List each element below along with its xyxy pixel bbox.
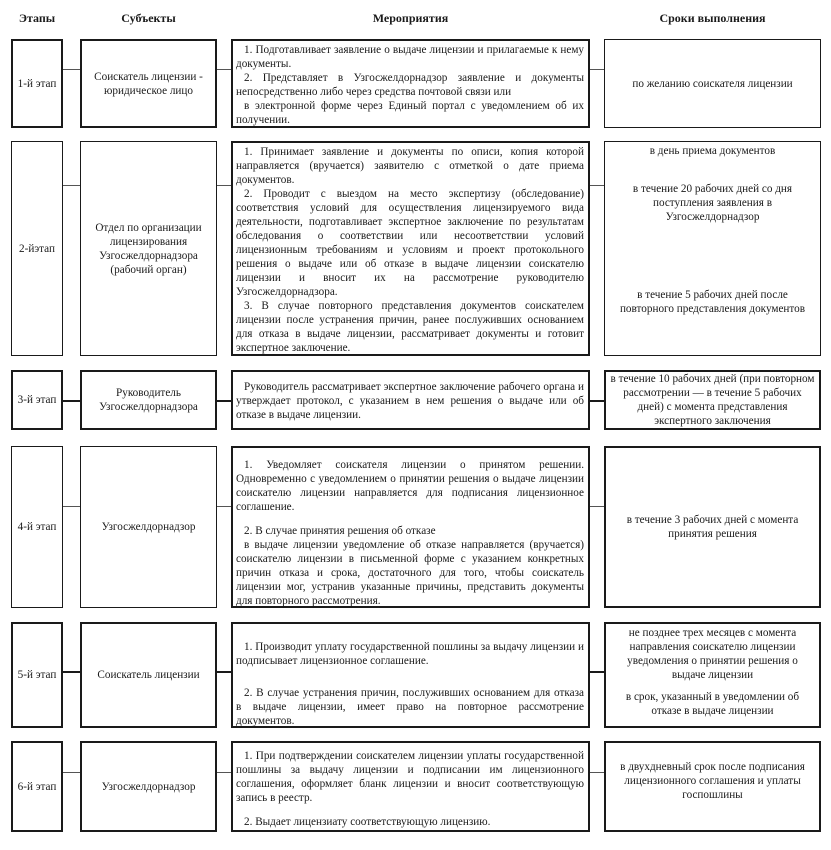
- connector-line: [590, 506, 604, 507]
- action-item: 2. Представляет в Узгосжелдорнадзор заявление и документы непосредственно либо через средства почтовой связи или: [236, 72, 584, 98]
- deadline-item: в двухдневный срок после подписания лицензионного соглашения и уплаты госпошлины: [620, 760, 805, 801]
- action-item: 1. Уведомляет соискателя лицензии о принятом решении. Одновременно с уведомлением о принятии решения о выдаче лицензии соискателю лицензии направляется для подписания лицензионное соглашение.: [236, 459, 584, 513]
- stage-box: [11, 370, 63, 430]
- deadline-item: в течение 5 рабочих дней после повторного представления документов: [619, 289, 806, 315]
- deadline-box: [604, 741, 821, 832]
- connector-line: [217, 185, 231, 186]
- deadline-item: в срок, указанный в уведомлении об отказе в выдаче лицензии: [625, 691, 800, 717]
- action-item: 2. Выдает лицензиату соответствующую лицензию.: [244, 816, 491, 828]
- action-item: 2. В случае устранения причин, послуживших основанием для отказа в выдаче лицензии, имеет право на повторное рассмотрение документов.: [236, 687, 584, 727]
- connector-line: [63, 400, 80, 402]
- actions-box: [231, 446, 590, 608]
- deadline-box: [604, 39, 821, 128]
- stage-label: 4-й этап: [17, 521, 57, 533]
- actions-box: [231, 370, 590, 430]
- connector-line: [217, 506, 231, 507]
- action-item: 2. Проводит с выездом на место экспертизу (обследование) соответствия условий для осуществления лицензируемого вида деятельности, подготавливает экспертное заключение по результатам обследования о соответствии или несоответствии условий лицензионным требованиям и условиям и проект протокольного решения о выдаче или об отказе в выдаче лицензии соискателю лицензии и вносит их на рассмотрение руководителю Узгосжелдорнадзора.: [236, 188, 584, 298]
- subject-box: [80, 39, 217, 128]
- header-actions: Мероприятия: [372, 11, 449, 25]
- actions-box: [231, 141, 590, 356]
- action-item: 1. При подтверждении соискателем лицензии уплаты государственной пошлины за выдачу лицензии и подписании им лицензионного соглашения, оформляет бланк лицензии и вносит соответствующую запись в реестр.: [236, 750, 584, 804]
- header-deadlines: Сроки выполнения: [659, 11, 766, 25]
- subject-label: Узгосжелдорнадзор: [101, 521, 196, 533]
- action-item: 2. В случае принятия решения об отказе: [244, 525, 436, 537]
- subject-box: [80, 741, 217, 832]
- action-item: 1. Производит уплату государственной пошлины за выдачу лицензии и подписывает лицензионное соглашение.: [236, 641, 584, 667]
- deadline-item: в течение 3 рабочих дней с момента принятия решения: [626, 514, 799, 540]
- connector-line: [590, 185, 604, 186]
- subject-box: [80, 446, 217, 608]
- connector-line: [217, 69, 231, 70]
- subject-label: Узгосжелдорнадзор: [101, 780, 196, 793]
- subject-box: [80, 622, 217, 728]
- deadline-item: не позднее трех месяцев с момента направления соискателю лицензии уведомления о принятии решения о выдаче лицензии: [627, 627, 798, 681]
- stage-box: [11, 741, 63, 832]
- stage-label: 3-й этап: [17, 394, 57, 406]
- subject-box: [80, 370, 217, 430]
- stage-label: 2-йэтап: [19, 242, 55, 255]
- actions-box: [231, 39, 590, 128]
- deadline-box: [604, 622, 821, 728]
- connector-line: [590, 400, 604, 402]
- connector-line: [590, 69, 604, 70]
- actions-box: [231, 622, 590, 728]
- stage-label: 1-й этап: [17, 77, 57, 90]
- connector-line: [217, 671, 231, 673]
- connector-line: [590, 671, 604, 673]
- subject-label: Отдел по организации лицензирования Узгосжелдорнадзора (рабочий орган): [95, 221, 202, 276]
- action-item: 3. В случае повторного представления документов соискателем лицензии после устранения причин, ранее послуживших основанием для отказа в выдаче лицензии, рассматривает документы и готовит экспертное заключение.: [236, 300, 584, 354]
- deadline-box: [604, 446, 821, 608]
- connector-line: [63, 185, 80, 186]
- header-stages: Этапы: [18, 11, 56, 25]
- connector-line: [63, 772, 80, 773]
- connector-line: [63, 671, 80, 673]
- subject-label: Руководитель Узгосжелдорнадзора: [99, 387, 198, 413]
- deadline-item: в течение 20 рабочих дней со дня поступления заявления в Узгосжелдорнадзор: [632, 183, 793, 223]
- stage-label: 6-й этап: [17, 780, 57, 793]
- connector-line: [217, 400, 231, 402]
- actions-box: [231, 741, 590, 832]
- connector-line: [63, 69, 80, 70]
- stage-box: [11, 446, 63, 608]
- action-item: 1. Принимает заявление и документы по описи, копия которой направляется (вручается) заявителю с отметкой о дате приема документов.: [236, 146, 584, 186]
- stage-box: [11, 141, 63, 356]
- connector-line: [63, 506, 80, 507]
- subject-box: [80, 141, 217, 356]
- deadline-item: по желанию соискателя лицензии: [632, 77, 793, 90]
- deadline-box: [604, 370, 821, 430]
- connector-line: [590, 772, 604, 773]
- action-item: в выдаче лицензии уведомление об отказе направляется (вручается) соискателю лицензии в письменной форме с указанием конкретных причин отказа и срока, достаточного для того, чтобы соискатель лицензии мог, устранив указанные причины, представить документы для повторного рассмотрения.: [236, 539, 584, 607]
- stage-box: [11, 622, 63, 728]
- stage-label: 5-й этап: [17, 669, 57, 681]
- stage-box: [11, 39, 63, 128]
- deadline-box: [604, 141, 821, 356]
- action-item: 1. Подготавливает заявление о выдаче лицензии и прилагаемые к нему документы.: [236, 44, 584, 70]
- action-item: Руководитель рассматривает экспертное заключение рабочего органа и утверждает протокол, с указанием в нем решения о выдаче или об отказе в выдаче лицензии.: [236, 381, 584, 421]
- header-subjects: Субъекты: [121, 11, 176, 25]
- connector-line: [217, 772, 231, 773]
- subject-label: Соискатель лицензии - юридическое лицо: [94, 70, 203, 97]
- deadline-item: в день приема документов: [649, 145, 776, 157]
- subject-label: Соискатель лицензии: [97, 669, 200, 681]
- deadline-item: в течение 10 рабочих дней (при повторном рассмотрении — в течение 5 рабочих дней) с момента представления экспертного заключения: [610, 373, 815, 427]
- action-item: в электронной форме через Единый портал с уведомлением об их получении.: [236, 100, 584, 126]
